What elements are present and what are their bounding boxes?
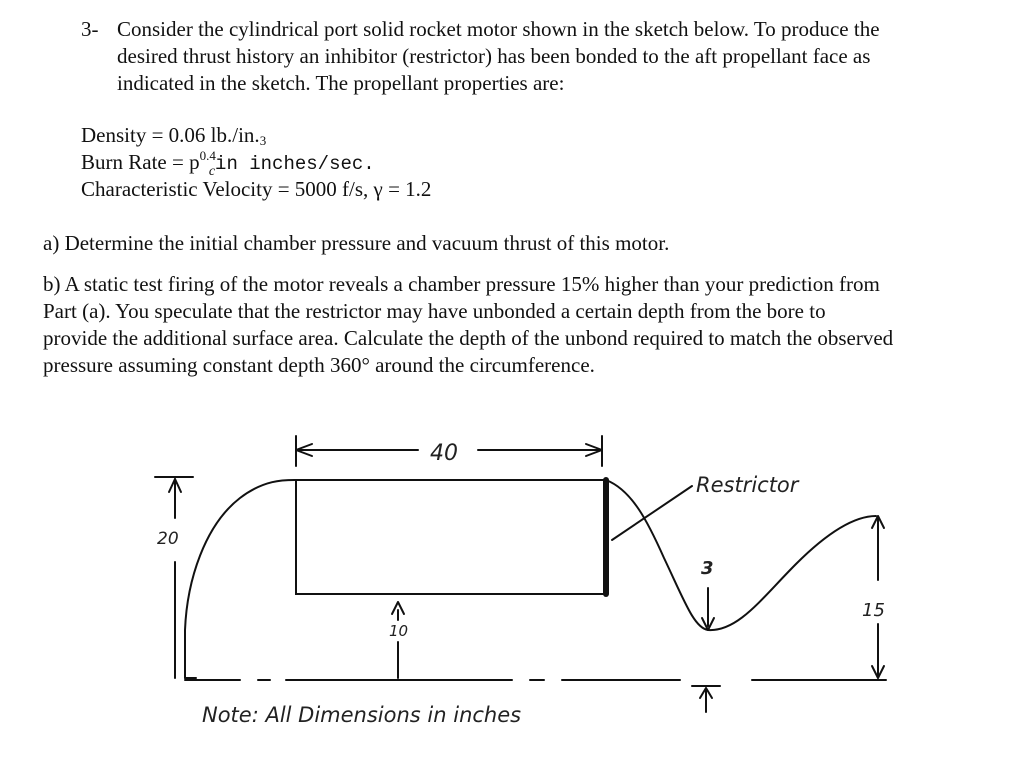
dim-10-label: 10: [389, 622, 409, 640]
grain-outer-contour: [185, 480, 603, 678]
burn-rate-units: in inches/sec.: [215, 153, 375, 175]
part-b-line-1: b) A static test firing of the motor reveals a chamber pressure 15% higher than your prediction from: [43, 272, 880, 296]
burn-rate-subscript: c: [208, 164, 216, 179]
rocket-motor-sketch: [0, 380, 1026, 778]
characteristic-velocity-property: Characteristic Velocity = 5000 f/s, γ = 1.2: [81, 177, 432, 201]
port-rectangle: [296, 480, 605, 594]
question-line-1: Consider the cylindrical port solid rocket motor shown in the sketch below. To produce the: [117, 17, 880, 41]
density-exponent: 3: [259, 133, 267, 148]
density-text: Density = 0.06 lb./in.: [81, 123, 260, 147]
burn-rate-property: [81, 149, 375, 179]
burn-rate-text: Burn Rate = p: [81, 150, 200, 174]
part-b-line-4: pressure assuming constant depth 360° around the circumference.: [43, 353, 595, 377]
dim-40-label: 40: [430, 441, 458, 466]
dim-20-label: 20: [157, 529, 179, 549]
nozzle-contour: [606, 480, 876, 630]
part-a-text: a) Determine the initial chamber pressure and vacuum thrust of this motor.: [43, 231, 670, 255]
question-line-2: desired thrust history an inhibitor (restrictor) has been bonded to the aft propellant face as: [117, 44, 871, 68]
dimension-note: Note: All Dimensions in inches: [202, 703, 522, 727]
dim-15-label: 15: [862, 600, 885, 621]
restrictor-label: Restrictor: [696, 473, 799, 497]
part-b-line-2: Part (a). You speculate that the restrictor may have unbonded a certain depth from the bore to: [43, 299, 826, 323]
burn-rate-exponent: 0.4: [199, 148, 216, 163]
part-b-line-3: provide the additional surface area. Calculate the depth of the unbond required to match the observed: [43, 326, 894, 350]
question-number: 3-: [81, 17, 99, 41]
question-line-3: indicated in the sketch. The propellant properties are:: [117, 71, 565, 95]
dim-3-label: 3: [701, 558, 714, 579]
density-property: [81, 122, 266, 151]
